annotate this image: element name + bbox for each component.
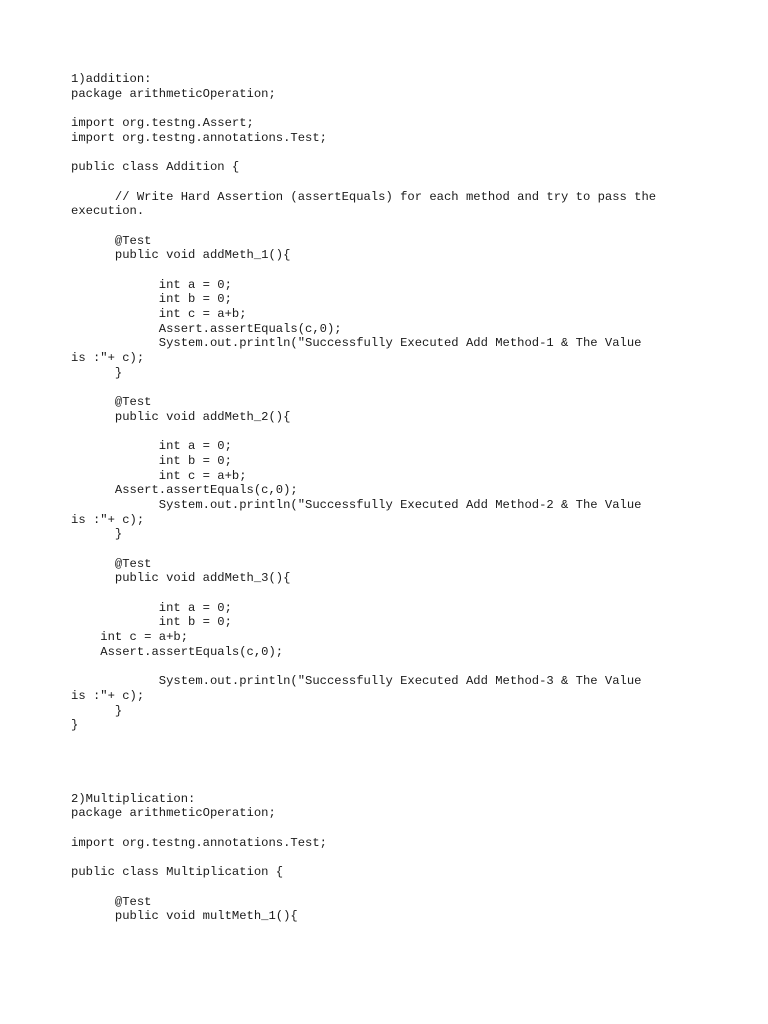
code-line: is :"+ c); xyxy=(71,688,145,703)
code-line xyxy=(71,542,691,557)
code-line xyxy=(71,380,691,395)
code-line: public void addMeth_2(){ xyxy=(71,409,291,424)
code-line: import org.testng.Assert; xyxy=(71,116,254,131)
code-line: } xyxy=(71,703,123,718)
code-line: 1)addition: xyxy=(71,72,152,86)
code-line xyxy=(71,821,691,836)
code-line: public void addMeth_3(){ xyxy=(71,571,291,586)
code-line: is :"+ c); xyxy=(71,512,145,527)
code-line: int b = 0; xyxy=(71,615,232,630)
code-line: @Test xyxy=(71,894,152,909)
code-line: int c = a+b; xyxy=(71,468,247,483)
code-line xyxy=(71,175,691,190)
code-line: public void multMeth_1(){ xyxy=(71,909,298,924)
code-line: package arithmeticOperation; xyxy=(71,806,276,821)
code-line: System.out.println("Successfully Executed Add Method-1 & The Value xyxy=(71,336,642,351)
code-line: // Write Hard Assertion (assertEquals) for each method and try to pass the xyxy=(71,189,657,204)
code-line xyxy=(71,748,691,763)
code-line: System.out.println("Successfully Executed Add Method-2 & The Value xyxy=(71,497,642,512)
code-line xyxy=(71,263,691,278)
code-line: } xyxy=(71,365,123,380)
code-line: } xyxy=(71,718,79,733)
code-line: is :"+ c); xyxy=(71,351,145,366)
code-line: Assert.assertEquals(c,0); xyxy=(71,483,298,498)
code-line: execution. xyxy=(71,204,145,219)
code-line: int c = a+b; xyxy=(71,307,247,321)
code-line: int c = a+b; xyxy=(71,630,189,645)
code-line: @Test xyxy=(71,556,152,571)
code-line: int a = 0; xyxy=(71,600,232,615)
code-line: public class Multiplication { xyxy=(71,865,284,880)
code-line: int b = 0; xyxy=(71,453,232,468)
code-line: 2)Multiplication: xyxy=(71,791,196,806)
code-line: package arithmeticOperation; xyxy=(71,86,276,101)
code-line xyxy=(71,762,691,777)
code-line xyxy=(71,219,691,234)
code-line: import org.testng.annotations.Test; xyxy=(71,130,327,145)
code-line: int b = 0; xyxy=(71,292,232,307)
code-line xyxy=(71,101,691,116)
code-line: int a = 0; xyxy=(71,277,232,292)
code-line: @Test xyxy=(71,395,152,410)
code-line xyxy=(71,733,691,748)
code-line xyxy=(71,660,691,675)
code-line: import org.testng.annotations.Test; xyxy=(71,835,327,850)
code-line xyxy=(71,880,691,895)
code-line xyxy=(71,586,691,601)
code-line: } xyxy=(71,527,123,542)
code-line xyxy=(71,425,691,440)
code-line: int a = 0; xyxy=(71,439,232,454)
code-line: Assert.assertEquals(c,0); xyxy=(71,644,284,659)
code-line: System.out.println("Successfully Executed Add Method-3 & The Value xyxy=(71,674,642,689)
code-line xyxy=(71,850,691,865)
code-line: Assert.assertEquals(c,0); xyxy=(71,321,342,336)
code-line: public class Addition { xyxy=(71,160,240,175)
code-line xyxy=(71,145,691,160)
code-line: @Test xyxy=(71,233,152,248)
code-line: public void addMeth_1(){ xyxy=(71,248,291,263)
code-text-block xyxy=(71,72,691,924)
code-line xyxy=(71,777,691,792)
